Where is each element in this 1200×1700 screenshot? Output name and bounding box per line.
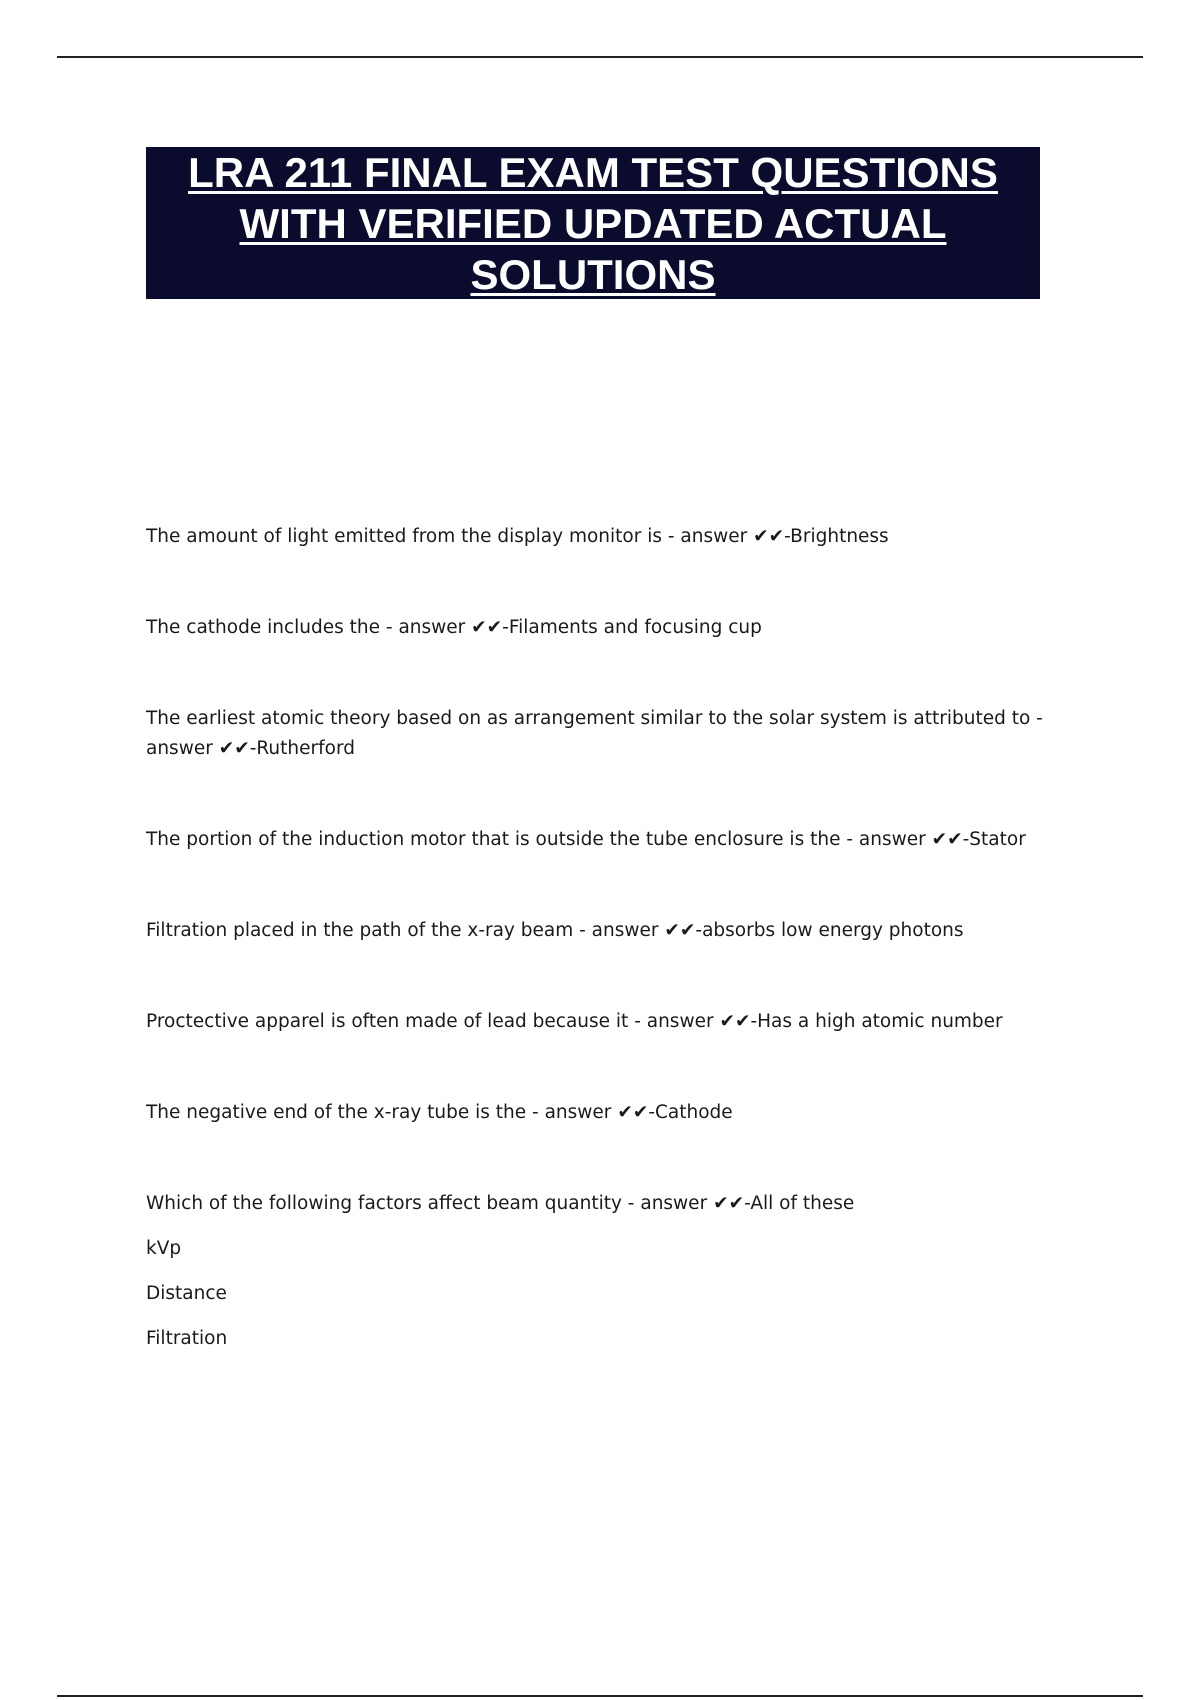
question-text: The earliest atomic theory based on as arrangement similar to the solar system is attributed to - answer: [146, 708, 1043, 759]
answer-text: -Stator: [962, 829, 1026, 850]
question-item: [146, 613, 1086, 643]
question-list: [146, 522, 1086, 1354]
sub-item: kVp: [146, 1238, 182, 1259]
question-item: [146, 1007, 1086, 1037]
question-text: The cathode includes the - answer: [146, 617, 472, 638]
title-line-2: WITH VERIFIED UPDATED ACTUAL: [239, 199, 947, 247]
answer-text: -Has a high atomic number: [750, 1011, 1003, 1032]
check-icon: ✔✔: [218, 738, 250, 759]
question-item: [146, 704, 1086, 764]
check-icon: ✔✔: [471, 617, 503, 638]
question-item: [146, 1189, 1086, 1219]
check-icon: ✔✔: [713, 1193, 745, 1214]
check-icon: ✔✔: [753, 526, 785, 547]
answer-text: -Rutherford: [249, 738, 355, 759]
check-icon: ✔✔: [719, 1011, 751, 1032]
check-icon: ✔✔: [931, 829, 963, 850]
question-text: The portion of the induction motor that is outside the tube enclosure is the - answer: [146, 829, 932, 850]
top-rule: [57, 56, 1143, 58]
question-text: The amount of light emitted from the display monitor is - answer: [146, 526, 754, 547]
bottom-rule: [57, 1695, 1143, 1697]
sub-item: Distance: [146, 1283, 227, 1304]
answer-text: -All of these: [744, 1193, 855, 1214]
answer-text: -Brightness: [784, 526, 889, 547]
title-line-1: LRA 211 FINAL EXAM TEST QUESTIONS: [188, 148, 998, 196]
question-text: Filtration placed in the path of the x-ray beam - answer: [146, 920, 665, 941]
check-icon: ✔✔: [617, 1102, 649, 1123]
question-item: [146, 916, 1086, 946]
sub-item: Filtration: [146, 1328, 228, 1349]
check-icon: ✔✔: [664, 920, 696, 941]
title-line-3: SOLUTIONS: [470, 250, 716, 298]
question-item: [146, 825, 1086, 855]
answer-text: -Filaments and focusing cup: [502, 617, 762, 638]
question-item: [146, 1098, 1086, 1128]
question-item: [146, 522, 1086, 552]
question-text: Which of the following factors affect beam quantity - answer: [146, 1193, 714, 1214]
document-title-banner: [146, 147, 1040, 299]
answer-text: -absorbs low energy photons: [695, 920, 964, 941]
answer-text: -Cathode: [648, 1102, 733, 1123]
question-text: The negative end of the x-ray tube is the - answer: [146, 1102, 618, 1123]
question-text: Proctective apparel is often made of lead because it - answer: [146, 1011, 720, 1032]
